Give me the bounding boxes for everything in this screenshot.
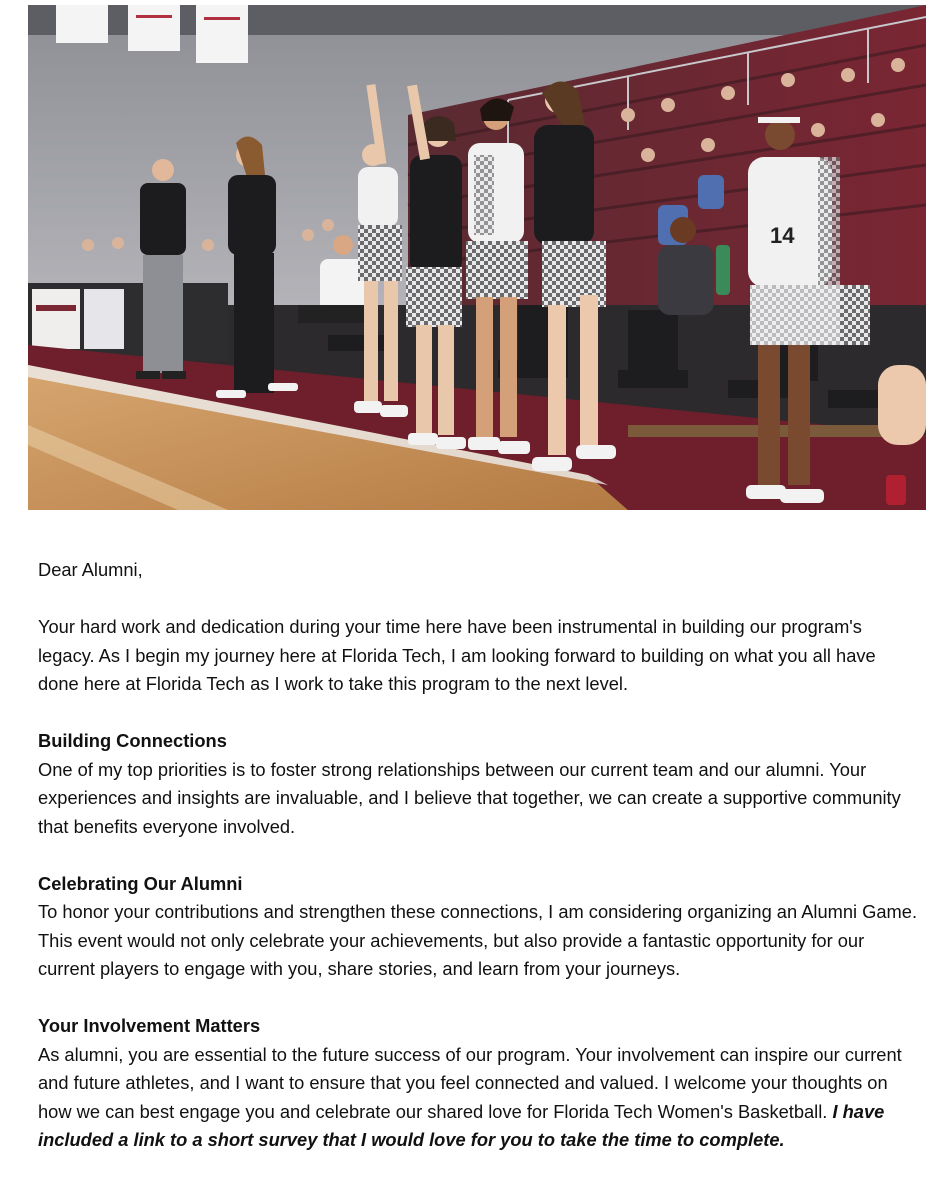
section-involvement-matters (38, 1012, 918, 1155)
section-building-connections (38, 727, 918, 841)
greeting: Dear Alumni, (38, 559, 143, 580)
section-heading: Your Involvement Matters (38, 1015, 261, 1036)
section-body: One of my top priorities is to foster strong relationships between our current team and our alumni. Your experiences and insights are invaluable, and I believe that together, we can create a supportive community that benefits everyone involved. (38, 758, 901, 837)
letter-body (38, 556, 918, 1183)
banner (128, 5, 180, 51)
hero-photo-illustration (28, 5, 926, 510)
section-celebrating-alumni (38, 870, 918, 984)
intro-paragraph: Your hard work and dedication during your time here have been instrumental in building our program's legacy. As I begin my journey here at Florida Tech, I am looking forward to building on what you all have done here at Florida Tech as I work to take this program to the next level. (38, 616, 876, 694)
svg-text:14: 14 (770, 223, 795, 248)
section-heading: Building Connections (38, 730, 227, 751)
section-body: To honor your contributions and strengthen these connections, I am considering organizing an Alumni Game. This event would not only celebrate your achievements, but also provide a fantastic opportunity for our current players to engage with you, share stories, and learn from your journeys. (38, 901, 918, 979)
section-heading: Celebrating Our Alumni (38, 872, 243, 894)
banner (56, 5, 108, 43)
section-body: As alumni, you are essential to the future success of our program. Your involvement can inspire our current and future athletes, and I want to ensure that you feel connected and valued. I welcome your thoughts on how we can best engage you and celebrate our shared love for Florida Tech Women's Basketball. (38, 1043, 902, 1122)
coach-figure (136, 159, 186, 379)
survey-emphasis: I have included a link to a short survey that I would love for you to take the time to complete. (38, 1100, 885, 1150)
hero-photo (28, 5, 926, 510)
banner (196, 5, 248, 63)
